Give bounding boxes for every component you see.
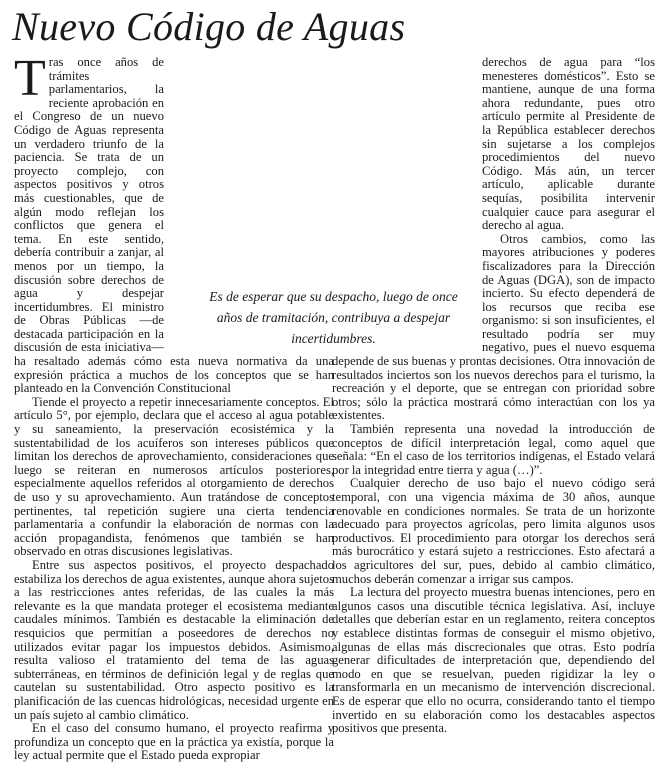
- paragraph-9: La lectura del proyecto muestra buenas intenciones, pero en algunos casos una discutible técnica legislativa. Así, incluye detalles que deberían estar en un reglamento, reitera conceptos y establece distintas formas de conseguir el mismo objetivo, algunas de ellas más discrecionales que otras. Esto podría generar dificultades de interpretación que, dependiendo del modo en que se resuelvan, pueden rigidizar la ley o transformarla en un mecanismo de intervención discrecional. Es de esperar que ello no ocurra, considerando tanto el tiempo invertido en su elaboración como los destacables aspectos positivos que presenta.: [332, 585, 655, 736]
- paragraph-2: Tiende el proyecto a repetir innecesariamente conceptos. El artículo 5°, por ejemplo, declara que el acceso al agua potable y su saneamiento, la preservación ecosistémica y la sustentabilidad de los acuíferos son intereses públicos que limitan los derechos de aprovechamiento, consideraciones que luego se reiteran en numerosos artículos posteriores, especialmente aquellos referidos al otorgamiento de derechos de uso y su aprovechamiento. Aun tratándose de conceptos pertinentes, tal repetición sugiere una cierta tendencia parlamentaria a confundir la elaboración de normas con la acción propagandista, fenómenos que también se han observado en otras discusiones legislativas.: [14, 394, 334, 559]
- drop-cap: T: [14, 50, 46, 107]
- paragraph-5: derechos de agua para “los menesteres domésticos”. Esto se mantiene, aunque de una forma ahora redundante, pues otro artículo permite al Presidente de la República establecer derechos sin sujetarse a los complejos procedimientos del nuevo Código. Más aún, un tercer artículo, aplicable durante sequías, posibilita intervenir cualquier cauce para asegurar el derecho al agua.: [482, 55, 655, 233]
- paragraph-6: Otros cambios, como las mayores atribuciones y poderes fiscalizadores para la Dirección de Aguas (DGA), son de impacto incierto. Su efecto dependerá de los recursos que reciba ese organismo: si son insuficientes, el resultado podría ser muy negativo, pues el nuevo esquema depende de sus buenas y prontas decisiones. Otra innovación de resultados inciertos son los nuevos derechos para el turismo, la recreación y el deporte, que se entregan con prioridad sobre otros; sólo la práctica mostrará cómo interactúan con los ya existentes.: [332, 231, 655, 423]
- left-column: [14, 50, 334, 763]
- paragraph-3: Entre sus aspectos positivos, el proyecto despachado estabiliza los derechos de agua existentes, aunque ahora sujetos a las restricciones antes referidas, de las cuales la más relevante es la que mandata proteger el ecosistema mediante caudales mínimos. También es destacable la eliminación de resquicios que permitían a poseedores de derechos no utilizados evitar pagar los impuestos debidos. Asimismo, resulta valioso el tratamiento del tema de las aguas subterráneas, en términos de definición legal y de reglas que cautelan su sustentabilidad. Otro aspecto positivo es la planificación de las cuencas hidrológicas, necesidad urgente en un país sujeto al cambio climático.: [14, 557, 334, 722]
- headline: Nuevo Código de Aguas: [12, 4, 406, 49]
- pull-quote: Es de esperar que su despacho, luego de once años de tramitación, contribuya a despejar incertidumbres.: [196, 286, 471, 349]
- paragraph-1-text: ras once años de trámites parlamentarios, la reciente aprobación en el Congreso de un nuevo Código de Aguas representa un verdadero triunfo de la paciencia. Se trata de un proyecto complejo, con aspectos positivos y otros más cuestionables, que de algún modo reflejan los conflictos que genera el tema. En este sentido, debería contribuir a zanjar, al menos por un tiempo, la discusión sobre derechos de agua y despejar incertidumbres. El ministro de Obras Públicas —de destacada participación en la discusión de esta iniciativa— ha resaltado además cómo esta nueva normativa da una expresión práctica a muchos de los conceptos que se han planteado en la Convención Constitucional: [14, 55, 334, 396]
- paragraph-7: También representa una novedad la introducción de conceptos de difícil interpretación legal, como aquel que señala: “En el caso de los territorios indígenas, el Estado velará por la integridad entre tierra y agua (…)”.: [332, 422, 655, 477]
- right-column: [332, 56, 655, 736]
- paragraph-4: En el caso del consumo humano, el proyecto reafirma y profundiza un concepto que en la práctica ya existía, porque la ley actual permite que el Estado pueda expropiar: [14, 721, 334, 763]
- paragraph-8: Cualquier derecho de uso bajo el nuevo código será temporal, con una vigencia máxima de 30 años, aunque renovable en condiciones normales. Se trata de un horizonte adecuado para proyectos agrícolas, pero limita algunos usos productivos. El procedimiento para otorgar los derechos será más burocrático y estará sujeto a restricciones. Esto afectará a los agricultores del sur, pues, debido al cambio climático, muchos deberán comenzar a irrigar sus campos.: [332, 476, 655, 586]
